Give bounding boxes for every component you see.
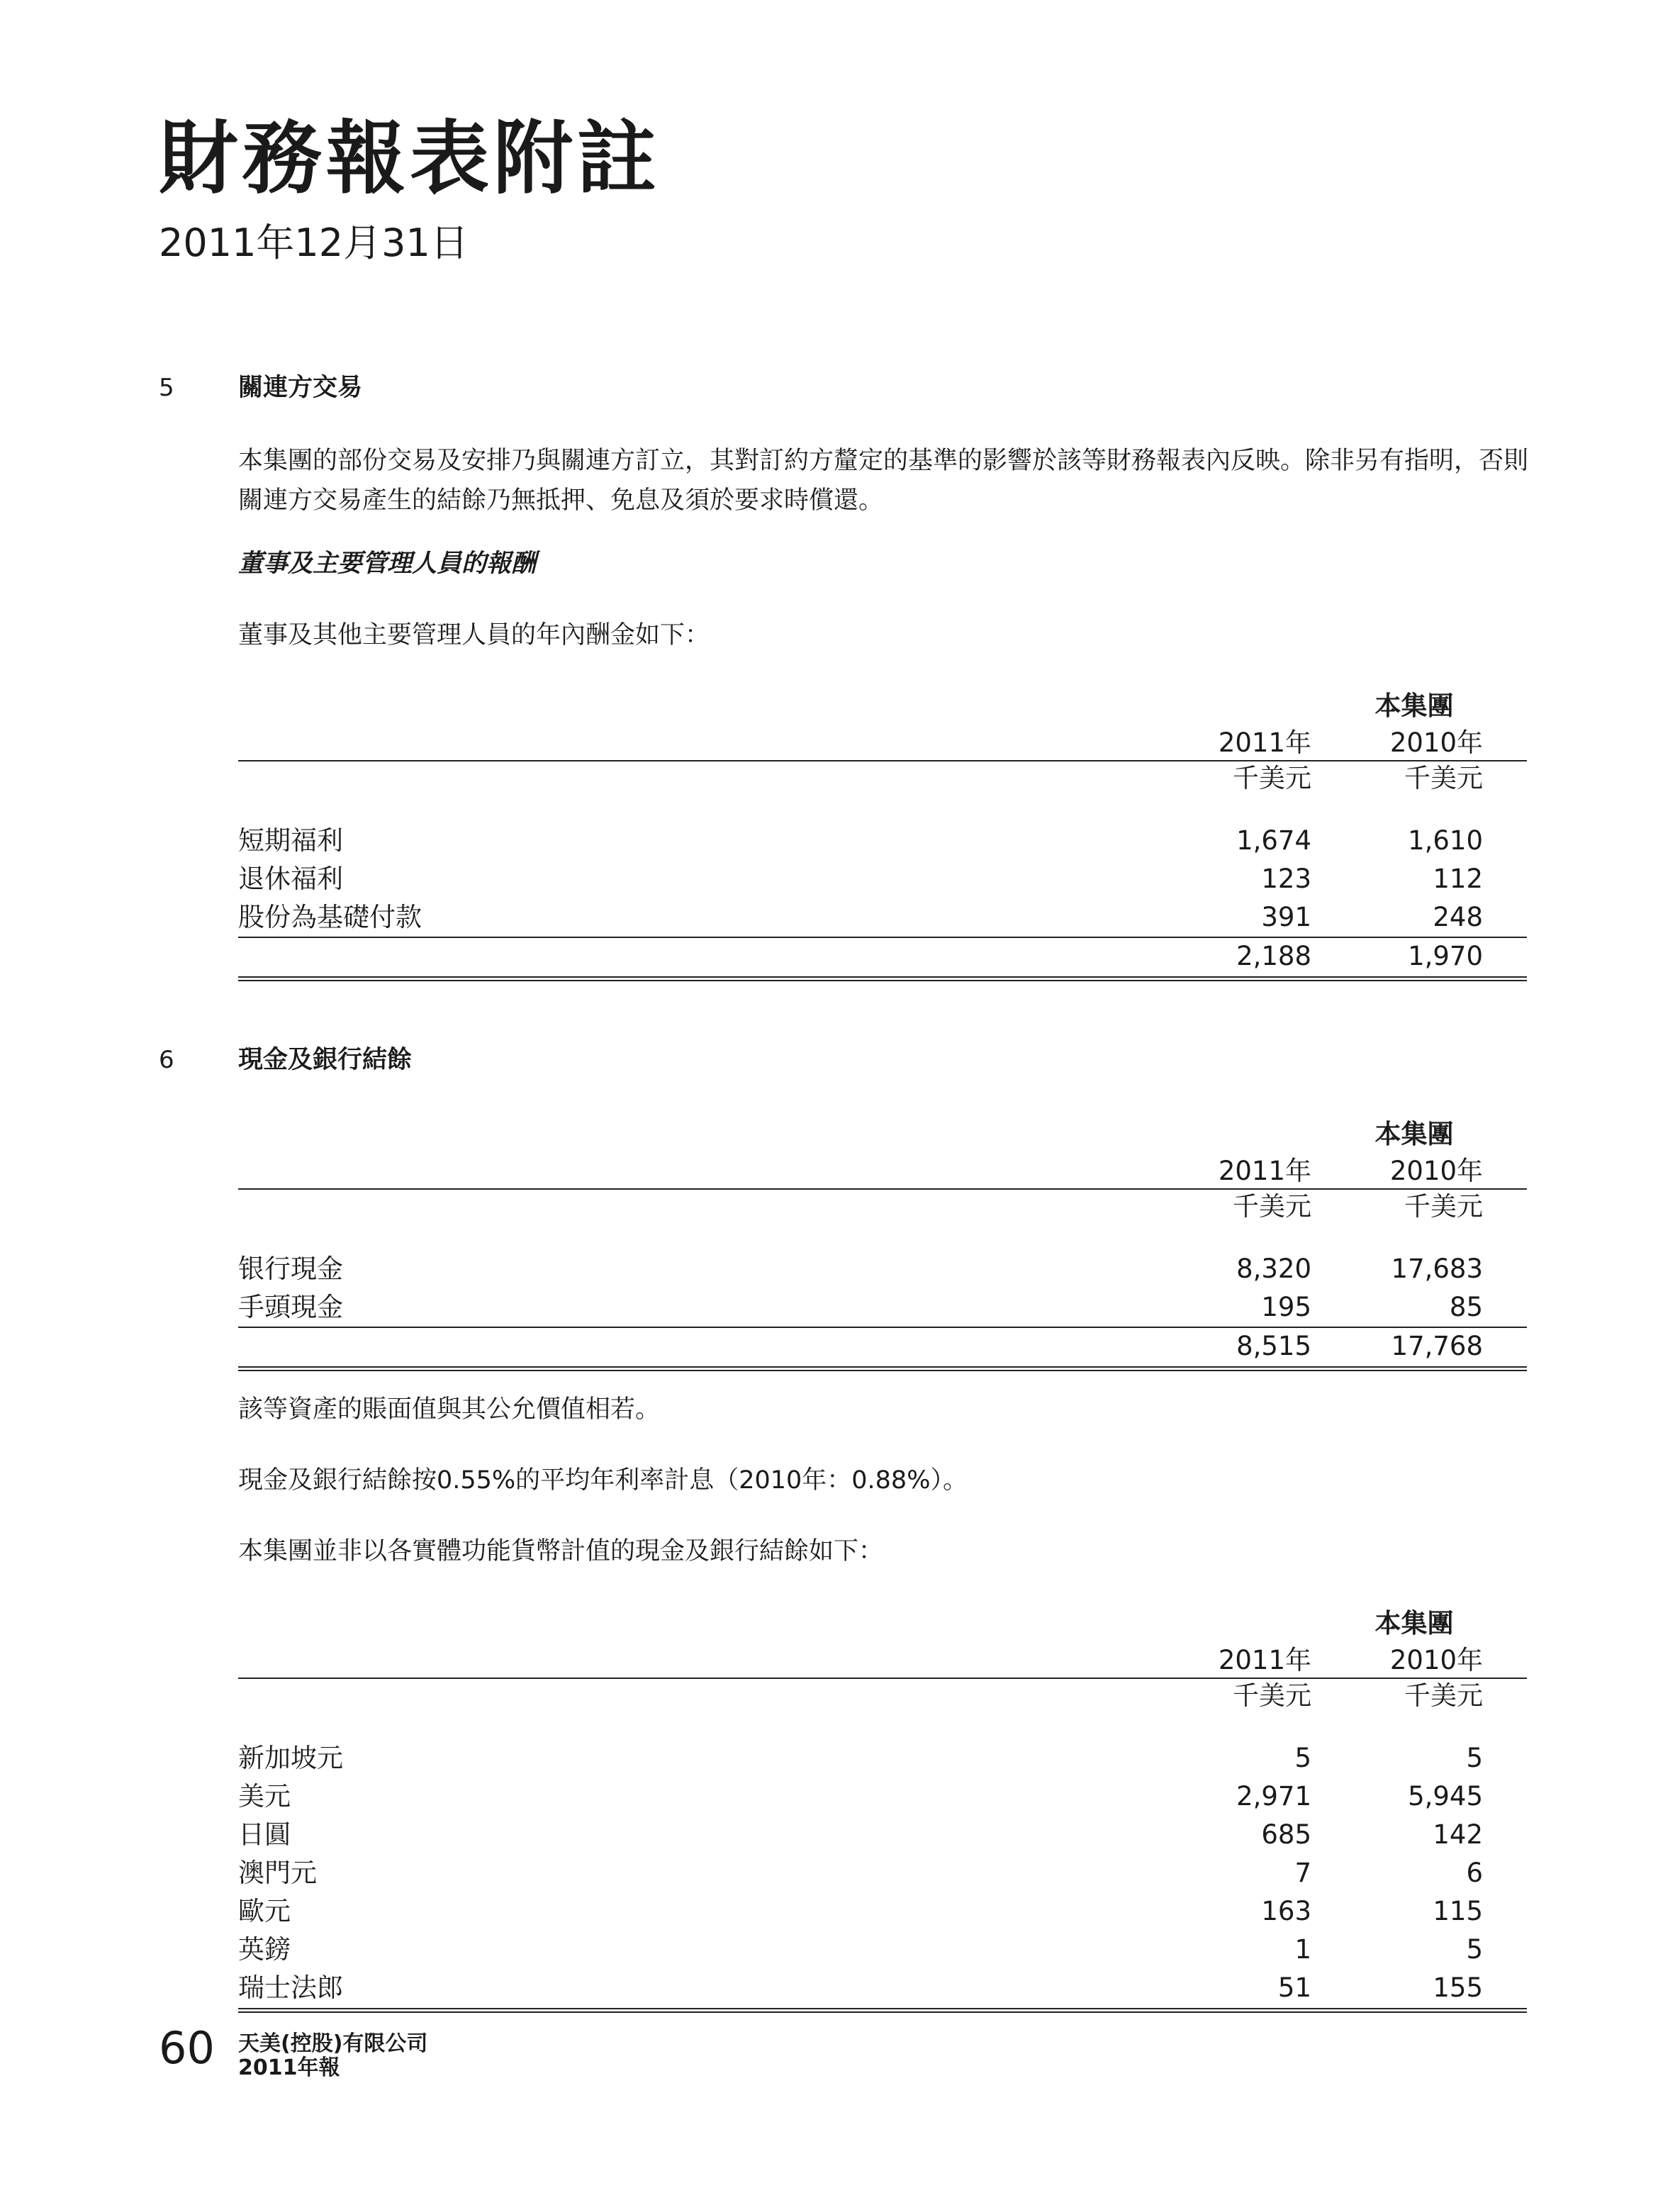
- row-value-2010: 17,683: [1391, 1254, 1483, 1284]
- row-value-2011: 163: [1261, 1896, 1311, 1926]
- row-value-2011: 7: [1294, 1858, 1311, 1888]
- row-label: 澳門元: [238, 1858, 317, 1888]
- table-row: [238, 1249, 1527, 1288]
- section-6-title: 現金及銀行結餘: [238, 1046, 413, 1074]
- row-value-2011: 1,674: [1236, 825, 1311, 856]
- column-unit-2011: 千美元: [1233, 1680, 1311, 1711]
- total-double-rule: [238, 976, 1527, 981]
- row-value-2010: 6: [1466, 1858, 1483, 1888]
- table-row: [238, 1815, 1527, 1853]
- row-label: 英鎊: [238, 1934, 291, 1965]
- table-row: [238, 1288, 1527, 1326]
- row-value-2011: 1: [1294, 1934, 1311, 1965]
- row-value-2010: 5: [1466, 1934, 1483, 1965]
- table-row: [238, 1968, 1527, 2006]
- column-year-2010: 2010年: [1389, 1156, 1483, 1186]
- currency-table: [238, 1609, 1527, 2006]
- row-value-2010: 112: [1433, 864, 1483, 894]
- column-year-2011: 2011年: [1218, 1156, 1311, 1186]
- column-year-2011: 2011年: [1218, 1645, 1311, 1675]
- remuneration-table: [238, 692, 1527, 976]
- total-value-2011: 8,515: [1236, 1331, 1311, 1361]
- row-value-2010: 142: [1433, 1819, 1483, 1850]
- row-value-2010: 5: [1466, 1743, 1483, 1773]
- row-value-2011: 2,971: [1236, 1781, 1311, 1812]
- row-value-2010: 5,945: [1408, 1781, 1483, 1812]
- row-value-2010: 115: [1433, 1896, 1483, 1926]
- total-row: [238, 1327, 1527, 1365]
- page-date: 2011年12月31日: [159, 221, 469, 265]
- total-value-2010: 1,970: [1408, 941, 1483, 971]
- table-group-header: 本集團: [1374, 1608, 1454, 1639]
- section-5-number: 5: [159, 374, 174, 402]
- cash-balances-table: [238, 1120, 1527, 1375]
- total-double-rule: [238, 1366, 1527, 1371]
- section-6-number: 6: [159, 1046, 174, 1074]
- row-value-2011: 8,320: [1236, 1254, 1311, 1284]
- column-unit-2010: 千美元: [1404, 763, 1483, 793]
- table-row: [238, 1853, 1527, 1892]
- total-value-2010: 17,768: [1391, 1331, 1483, 1361]
- row-label: 退休福利: [238, 864, 343, 894]
- table-row: [238, 859, 1527, 898]
- row-label: 新加坡元: [238, 1743, 343, 1773]
- row-label: 短期福利: [238, 825, 343, 856]
- total-value-2011: 2,188: [1236, 941, 1311, 971]
- row-label: 银行現金: [238, 1254, 343, 1284]
- column-unit-2011: 千美元: [1233, 1191, 1311, 1222]
- row-value-2010: 1,610: [1408, 825, 1483, 856]
- page-title: 財務報表附註: [159, 113, 661, 205]
- page-number: 60: [159, 2022, 215, 2074]
- table-row: [238, 1930, 1527, 1968]
- row-value-2010: 85: [1449, 1292, 1483, 1322]
- column-year-2010: 2010年: [1389, 727, 1483, 758]
- table-row: [238, 821, 1527, 859]
- table-row: [238, 1738, 1527, 1777]
- footer-company-name: 天美(控股)有限公司: [238, 2031, 428, 2056]
- row-value-2011: 195: [1261, 1292, 1311, 1322]
- footer-report-name: 2011年報: [238, 2055, 340, 2080]
- row-label: 股份為基礎付款: [238, 902, 422, 932]
- column-year-2011: 2011年: [1218, 727, 1311, 758]
- section-5-subheading: 董事及主要管理人員的報酬: [238, 549, 537, 578]
- table-row: [238, 1777, 1527, 1815]
- section-5-intro: 董事及其他主要管理人員的年內酬金如下：: [238, 621, 710, 649]
- row-label: 瑞士法郎: [238, 1972, 343, 2003]
- row-value-2011: 391: [1261, 902, 1311, 932]
- row-value-2011: 685: [1261, 1819, 1311, 1850]
- column-unit-2010: 千美元: [1404, 1191, 1483, 1222]
- row-value-2011: 5: [1294, 1743, 1311, 1773]
- section-5-title: 關連方交易: [238, 374, 363, 402]
- header-rule: [238, 1678, 1527, 1679]
- header-rule: [238, 1188, 1527, 1190]
- total-double-rule: [238, 2008, 1527, 2013]
- table-group-header: 本集團: [1374, 1119, 1454, 1149]
- table-row: [238, 1892, 1527, 1930]
- section-6-note-3: 本集團並非以各實體功能貨幣計值的現金及銀行結餘如下：: [238, 1537, 884, 1565]
- section-6-note-1: 該等資產的賬面值與其公允價值相若。: [238, 1395, 661, 1424]
- row-value-2010: 248: [1433, 902, 1483, 932]
- section-6-note-2: 現金及銀行結餘按0.55%的平均年利率計息（2010年：0.88%）。: [238, 1466, 968, 1495]
- table-row: [238, 898, 1527, 936]
- row-value-2010: 155: [1433, 1972, 1483, 2003]
- row-label: 美元: [238, 1781, 291, 1812]
- column-unit-2011: 千美元: [1233, 763, 1311, 793]
- row-label: 歐元: [238, 1896, 291, 1926]
- row-value-2011: 51: [1277, 1972, 1311, 2003]
- row-value-2011: 123: [1261, 864, 1311, 894]
- row-label: 日圓: [238, 1819, 291, 1850]
- header-rule: [238, 760, 1527, 761]
- total-row: [238, 937, 1527, 975]
- row-label: 手頭現金: [238, 1292, 343, 1322]
- section-5-paragraph: 本集團的部份交易及安排乃與關連方訂立，其對訂約方釐定的基準的影響於該等財務報表內反映。除非另有指明，否則關連方交易產生的結餘乃無抵押、免息及須於要求時償還。: [238, 447, 1529, 515]
- column-unit-2010: 千美元: [1404, 1680, 1483, 1711]
- column-year-2010: 2010年: [1389, 1645, 1483, 1675]
- table-group-header: 本集團: [1374, 691, 1454, 721]
